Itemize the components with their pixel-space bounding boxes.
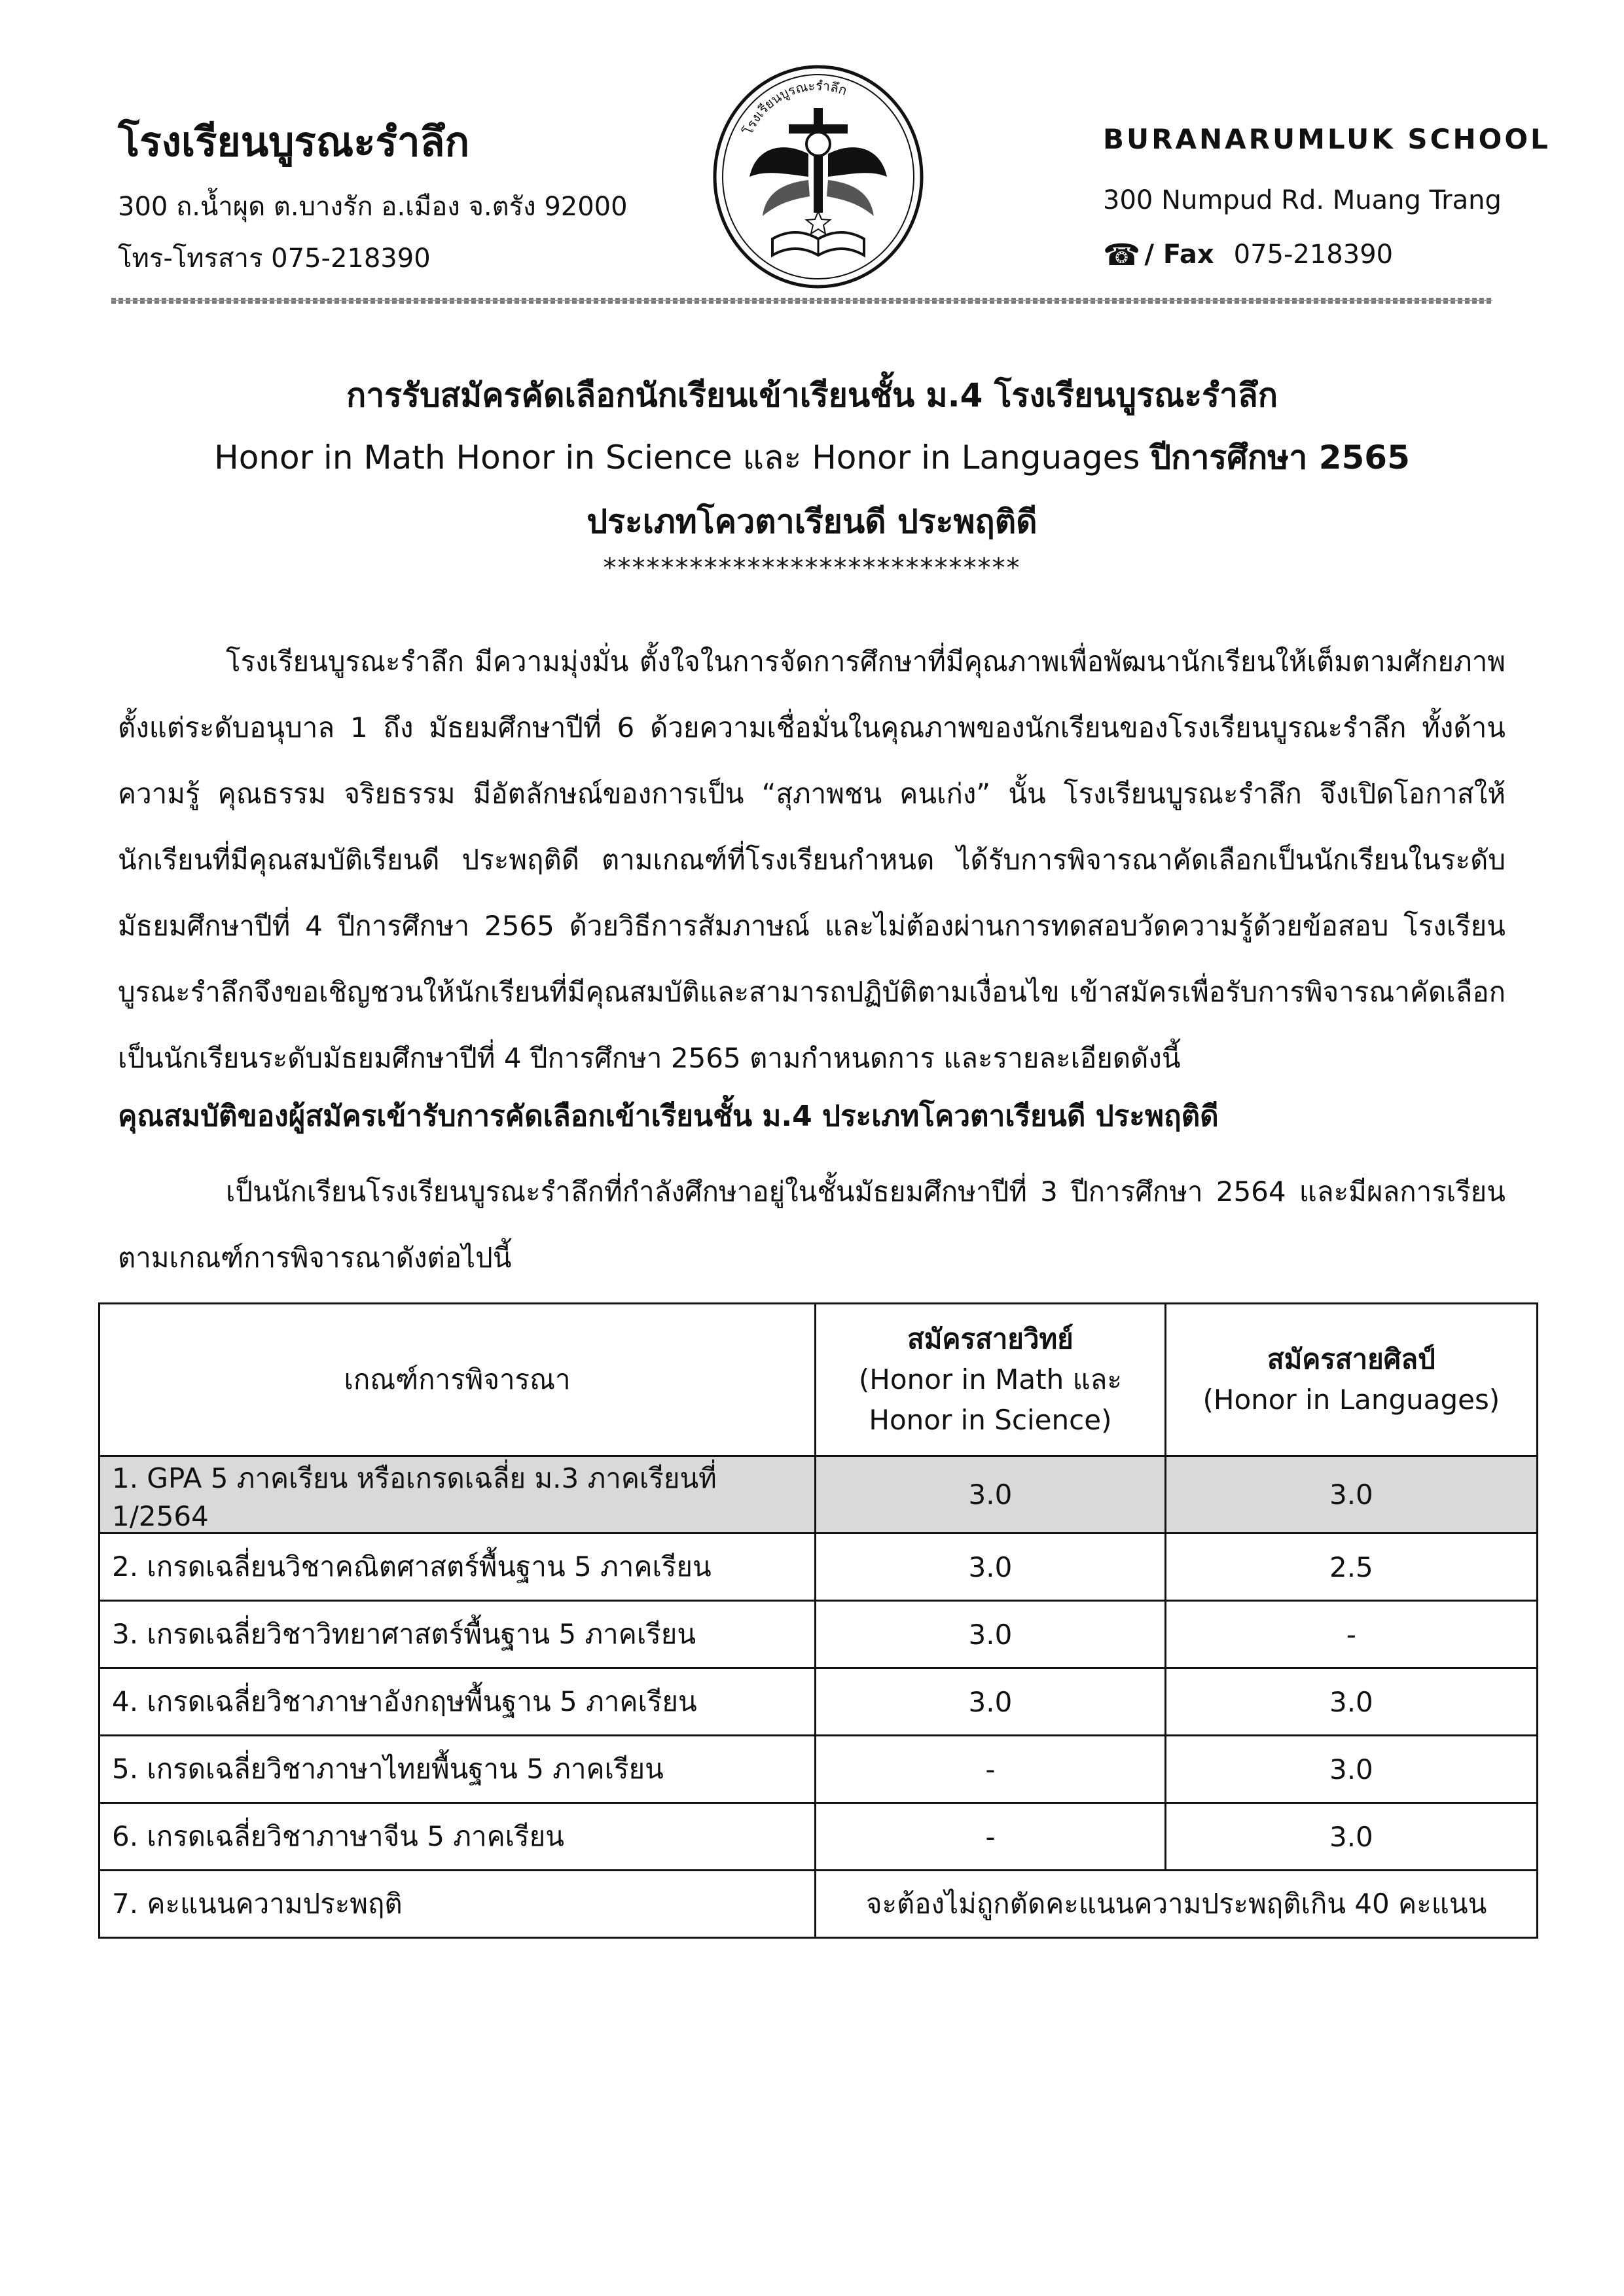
intro-paragraph xyxy=(118,628,1506,1091)
school-address-english: 300 Numpud Rd. Muang Trang xyxy=(1103,185,1502,215)
header-science-title: สมัครสายวิทย์ xyxy=(907,1323,1074,1355)
table-row xyxy=(99,1456,1538,1534)
school-phone-thai: โทร-โทรสาร 075-218390 xyxy=(118,243,431,274)
telephone-icon: ☎ xyxy=(1103,237,1141,272)
header-arts-title: สมัครสายศิลป์ xyxy=(1267,1343,1435,1375)
document-title-line3: ประเภทโควตาเรียนดี ประพฤติดี xyxy=(586,503,1038,541)
criteria-cell: 6. เกรดเฉลี่ยวิชาภาษาจีน 5 ภาคเรียน xyxy=(99,1803,816,1871)
table-row xyxy=(99,1803,1538,1871)
arts-cell: 2.5 xyxy=(1165,1534,1537,1601)
science-cell: - xyxy=(816,1803,1166,1871)
fax-number: 075-218390 xyxy=(1233,240,1394,270)
science-cell: 3.0 xyxy=(816,1534,1166,1601)
arts-cell: 3.0 xyxy=(1165,1668,1537,1736)
logo-arc-text: โรงเรียนบูรณะรำลึก xyxy=(740,77,850,137)
header-science-track xyxy=(816,1304,1166,1456)
criteria-cell: 7. คะแนนความประพฤติ xyxy=(99,1871,816,1938)
arts-cell: 3.0 xyxy=(1165,1803,1537,1871)
criteria-cell: 2. เกรดเฉลี่ยนวิชาคณิตศาสตร์พื้นฐาน 5 ภาคเรียน xyxy=(99,1534,816,1601)
qualification-paragraph xyxy=(118,1158,1506,1291)
arts-cell: 3.0 xyxy=(1165,1736,1537,1803)
table-row xyxy=(99,1736,1538,1803)
arts-cell: 3.0 xyxy=(1165,1456,1537,1534)
header-science-sub1: (Honor in Math และ xyxy=(858,1363,1122,1395)
school-fax-english xyxy=(1103,237,1393,272)
science-cell: - xyxy=(816,1736,1166,1803)
title-programs: Honor in Math Honor in Science และ Honor in Languages xyxy=(214,439,1140,476)
criteria-table xyxy=(98,1302,1538,1939)
table-row xyxy=(99,1601,1538,1668)
header-arts-sub: (Honor in Languages) xyxy=(1202,1384,1500,1416)
table-row xyxy=(99,1534,1538,1601)
school-name-english: BURANARUMLUK SCHOOL xyxy=(1103,123,1551,155)
criteria-cell: 1. GPA 5 ภาคเรียน หรือเกรดเฉลี่ย ม.3 ภาคเรียนที่ 1/2564 xyxy=(99,1456,816,1534)
title-academic-year: ปีการศึกษา 2565 xyxy=(1150,439,1410,476)
criteria-cell: 3. เกรดเฉลี่ยวิชาวิทยาศาสตร์พื้นฐาน 5 ภาคเรียน xyxy=(99,1601,816,1668)
qualification-heading: คุณสมบัติของผู้สมัครเข้ารับการคัดเลือกเข้าเรียนชั้น ม.4 ประเภทโควตาเรียนดี ประพฤติดี xyxy=(118,1100,1219,1133)
science-cell: 3.0 xyxy=(816,1456,1166,1534)
qualification-text: เป็นนักเรียนโรงเรียนบูรณะรำลึกที่กำลังศึกษาอยู่ในชั้นมัธยมศึกษาปีที่ 3 ปีการศึกษา 2564 และมีผลการเรียนตามเกณฑ์การพิจารณาดังต่อไปนี้ xyxy=(118,1175,1506,1274)
school-name-thai: โรงเรียนบูรณะรำลึก xyxy=(118,118,470,166)
school-address-thai: 300 ถ.น้ำผุด ต.บางรัก อ.เมือง จ.ตรัง 92000 xyxy=(118,192,628,222)
document-title-line2 xyxy=(0,432,1624,484)
conduct-requirement-cell: จะต้องไม่ถูกตัดคะแนนความประพฤติเกิน 40 คะแนน xyxy=(816,1871,1538,1938)
criteria-cell: 4. เกรดเฉลี่ยวิชาภาษาอังกฤษพื้นฐาน 5 ภาคเรียน xyxy=(99,1668,816,1736)
document-title-line1: การรับสมัครคัดเลือกนักเรียนเข้าเรียนชั้น ม.4 โรงเรียนบูรณะรำลึก xyxy=(346,376,1278,414)
criteria-cell: 5. เกรดเฉลี่ยวิชาภาษาไทยพื้นฐาน 5 ภาคเรียน xyxy=(99,1736,816,1803)
fax-label: / Fax xyxy=(1144,240,1214,270)
header-science-sub2: Honor in Science) xyxy=(869,1404,1112,1436)
header-divider xyxy=(111,298,1492,304)
school-emblem-icon xyxy=(710,62,926,291)
title-star-separator: ***************************** xyxy=(603,553,1021,583)
table-row xyxy=(99,1668,1538,1736)
header-arts-track xyxy=(1165,1304,1537,1456)
table-header-row xyxy=(99,1304,1538,1456)
header-criteria: เกณฑ์การพิจารณา xyxy=(99,1304,816,1456)
intro-paragraph-text: โรงเรียนบูรณะรำลึก มีความมุ่งมั่น ตั้งใจในการจัดการศึกษาที่มีคุณภาพเพื่อพัฒนานักเรียนให้เต็มตามศักยภาพ ตั้งแต่ระดับอนุบาล 1 ถึง มัธยมศึกษาปีที่ 6 ด้วยความเชื่อมั่นในคุณภาพของนักเรียนของโรงเรียนบูรณะรำลึก ทั้งด้านความรู้ คุณธรรม จริยธรรม มีอัตลักษณ์ของการเป็น “สุภาพชน คนเก่ง” นั้น โรงเรียนบูรณะรำลึก จึงเปิดโอกาสให้นักเรียนที่มีคุณสมบัติเรียนดี ประพฤติดี ตามเกณฑ์ที่โรงเรียนกำหนด ได้รับการพิจารณาคัดเลือกเป็นนักเรียนในระดับมัธยมศึกษาปีที่ 4 ปีการศึกษา 2565 ด้วยวิธีการสัมภาษณ์ และไม่ต้องผ่านการทดสอบวัดความรู้ด้วยข้อสอบ โรงเรียนบูรณะรำลึกจึงขอเชิญชวนให้นักเรียนที่มีคุณสมบัติและสามารถปฏิบัติตามเงื่อนไข เข้าสมัครเพื่อรับการพิจารณาคัดเลือกเป็นนักเรียนระดับมัธยมศึกษาปีที่ 4 ปีการศึกษา 2565 ตามกำหนดการ และรายละเอียดดังนี้ xyxy=(118,645,1506,1074)
arts-cell: - xyxy=(1165,1601,1537,1668)
table-row-conduct xyxy=(99,1871,1538,1938)
science-cell: 3.0 xyxy=(816,1601,1166,1668)
science-cell: 3.0 xyxy=(816,1668,1166,1736)
